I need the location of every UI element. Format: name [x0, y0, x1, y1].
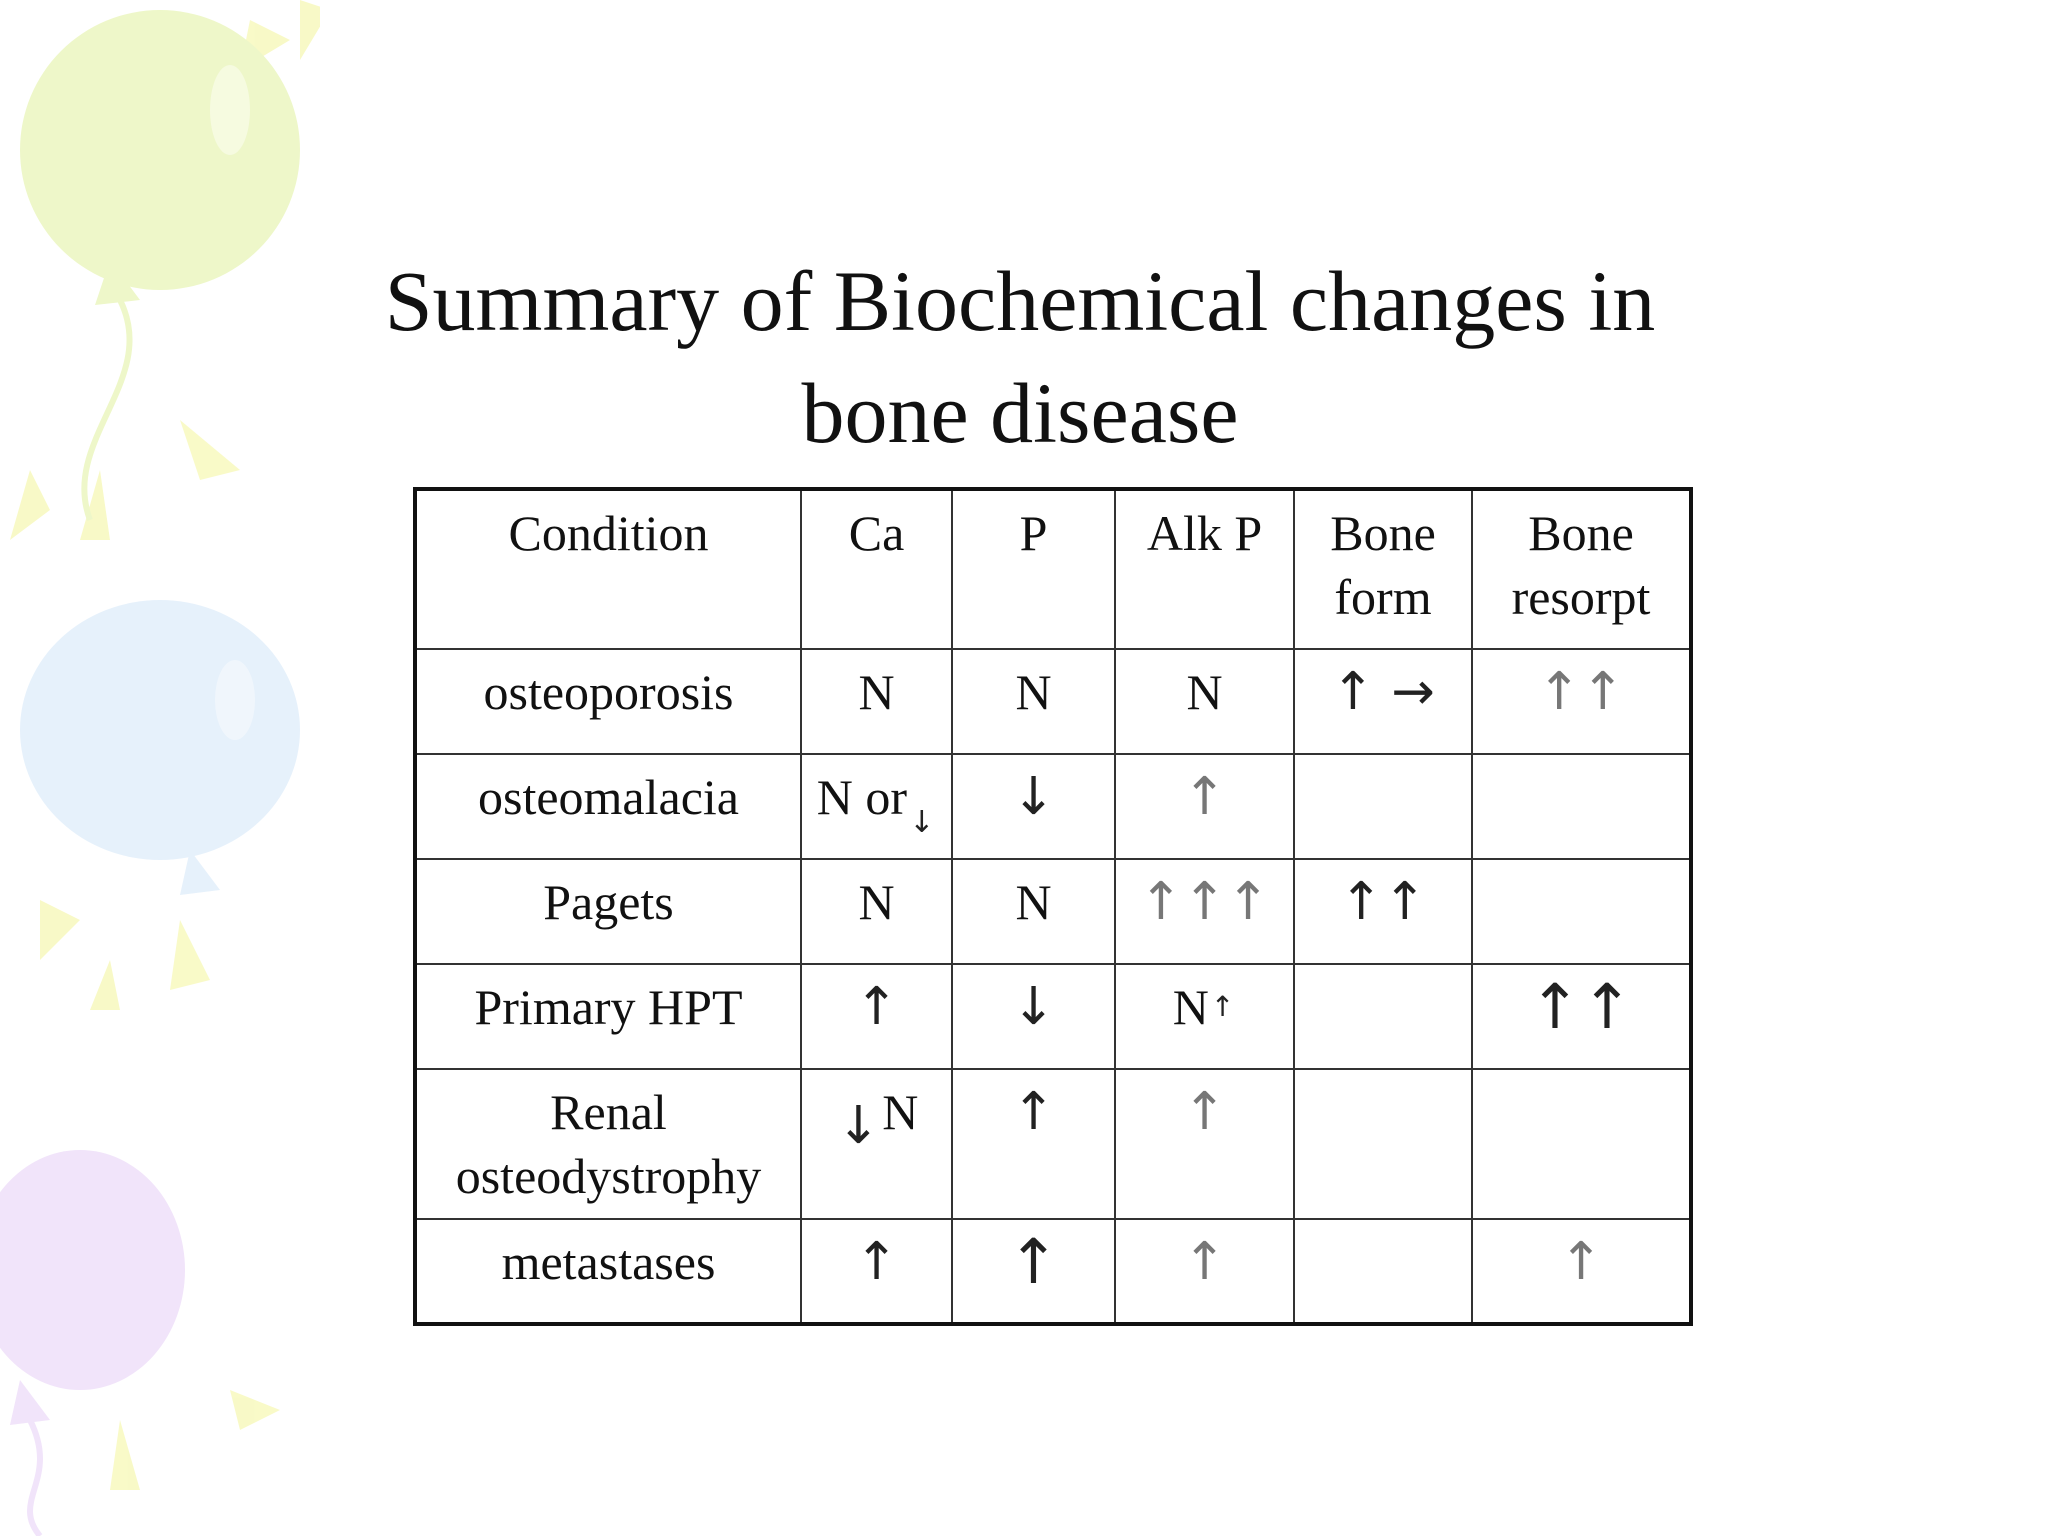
table-row — [415, 754, 1691, 859]
cell-bone-resorpt — [1472, 1219, 1691, 1324]
cell-bone-form — [1294, 1219, 1472, 1324]
cell-bone-form — [1294, 754, 1472, 859]
cell-condition-line1: Renal — [550, 1084, 667, 1140]
cell-condition: osteomalacia — [415, 754, 801, 859]
cell-alkp — [1115, 754, 1294, 859]
cell-ca — [801, 1069, 952, 1219]
arrow-up-icon: ↑ — [1011, 1082, 1056, 1142]
cell-condition — [415, 1069, 801, 1219]
cell-p: N — [952, 649, 1115, 754]
arrow-up-icon: ↑ — [1182, 767, 1227, 827]
cell-alkp — [1115, 1219, 1294, 1324]
slide-title-line2: bone disease — [801, 365, 1239, 461]
cell-p — [952, 964, 1115, 1069]
balloon-decoration — [0, 0, 320, 1536]
header-p: P — [952, 489, 1115, 649]
table-row — [415, 1219, 1691, 1324]
arrow-up-icon: ↑ — [1210, 990, 1235, 1023]
header-bone-form-line1: Bone — [1330, 505, 1436, 561]
cell-p: N — [952, 859, 1115, 964]
header-ca: Ca — [801, 489, 952, 649]
cell-bone-form — [1294, 964, 1472, 1069]
cell-alkp — [1115, 1069, 1294, 1219]
cell-ca: N — [801, 649, 952, 754]
cell-bone-resorpt — [1472, 964, 1691, 1069]
header-bone-form — [1294, 489, 1472, 649]
cell-bone-resorpt — [1472, 1069, 1691, 1219]
arrow-up-icon: ↑ — [854, 1232, 899, 1292]
cell-ca-text: N — [882, 1084, 919, 1140]
cell-condition: Primary HPT — [415, 964, 801, 1069]
arrow-up-icon: ↑ — [854, 977, 899, 1037]
header-condition: Condition — [415, 489, 801, 649]
slide-title-line1: Summary of Biochemical changes in — [384, 253, 1656, 349]
cell-condition: Pagets — [415, 859, 801, 964]
cell-condition-line2: osteodystrophy — [455, 1148, 762, 1204]
cell-alkp: N — [1115, 649, 1294, 754]
table-header-row — [415, 489, 1691, 649]
arrow-up-icon: ↑ — [1559, 1232, 1603, 1292]
header-bone-form-line2: form — [1334, 569, 1432, 625]
table-row — [415, 964, 1691, 1069]
blue-balloon-icon — [20, 600, 300, 895]
cell-alkp — [1115, 964, 1294, 1069]
header-bone-resorpt-line1: Bone — [1528, 505, 1634, 561]
biochemical-changes-table — [413, 487, 1693, 1326]
cell-bone-resorpt — [1472, 754, 1691, 859]
header-alkp: Alk P — [1115, 489, 1294, 649]
arrow-up-icon: ↑ — [1007, 1225, 1060, 1298]
cell-ca — [801, 1219, 952, 1324]
cell-ca-text: N or — [816, 769, 908, 825]
cell-ca — [801, 754, 952, 859]
table-row — [415, 1069, 1691, 1219]
arrow-up-up-icon: ↑↑ — [1529, 970, 1633, 1043]
arrow-down-icon: ↓ — [909, 805, 935, 840]
arrow-up-triple-icon: ↑↑↑ — [1139, 872, 1270, 932]
arrow-up-icon: ↑ — [1182, 1082, 1227, 1142]
cell-condition: osteoporosis — [415, 649, 801, 754]
arrow-down-icon: ↓ — [1011, 977, 1056, 1037]
cell-bone-resorpt — [1472, 649, 1691, 754]
arrow-down-icon: ↓ — [1011, 767, 1056, 827]
arrow-up-right-icon: ↑ → — [1331, 662, 1435, 722]
cell-p — [952, 754, 1115, 859]
cell-bone-form — [1294, 1069, 1472, 1219]
header-bone-resorpt — [1472, 489, 1691, 649]
cell-p — [952, 1219, 1115, 1324]
green-balloon-icon — [20, 10, 300, 520]
table-row — [415, 649, 1691, 754]
arrow-up-icon: ↑ — [1182, 1232, 1227, 1292]
arrow-down-icon: ↓ — [836, 1096, 881, 1156]
cell-ca: N — [801, 859, 952, 964]
header-bone-resorpt-line2: resorpt — [1511, 569, 1651, 625]
cell-alkp — [1115, 859, 1294, 964]
cell-ca — [801, 964, 952, 1069]
cell-alkp-text: N — [1172, 979, 1209, 1035]
table-row — [415, 859, 1691, 964]
cell-p — [952, 1069, 1115, 1219]
cell-bone-resorpt — [1472, 859, 1691, 964]
cell-condition: metastases — [415, 1219, 801, 1324]
cell-bone-form — [1294, 649, 1472, 754]
arrow-up-up-icon: ↑↑ — [1537, 662, 1625, 722]
arrow-up-up-icon: ↑↑ — [1339, 872, 1427, 932]
slide-title — [300, 245, 1740, 469]
purple-balloon-icon — [0, 1150, 185, 1536]
cell-bone-form — [1294, 859, 1472, 964]
